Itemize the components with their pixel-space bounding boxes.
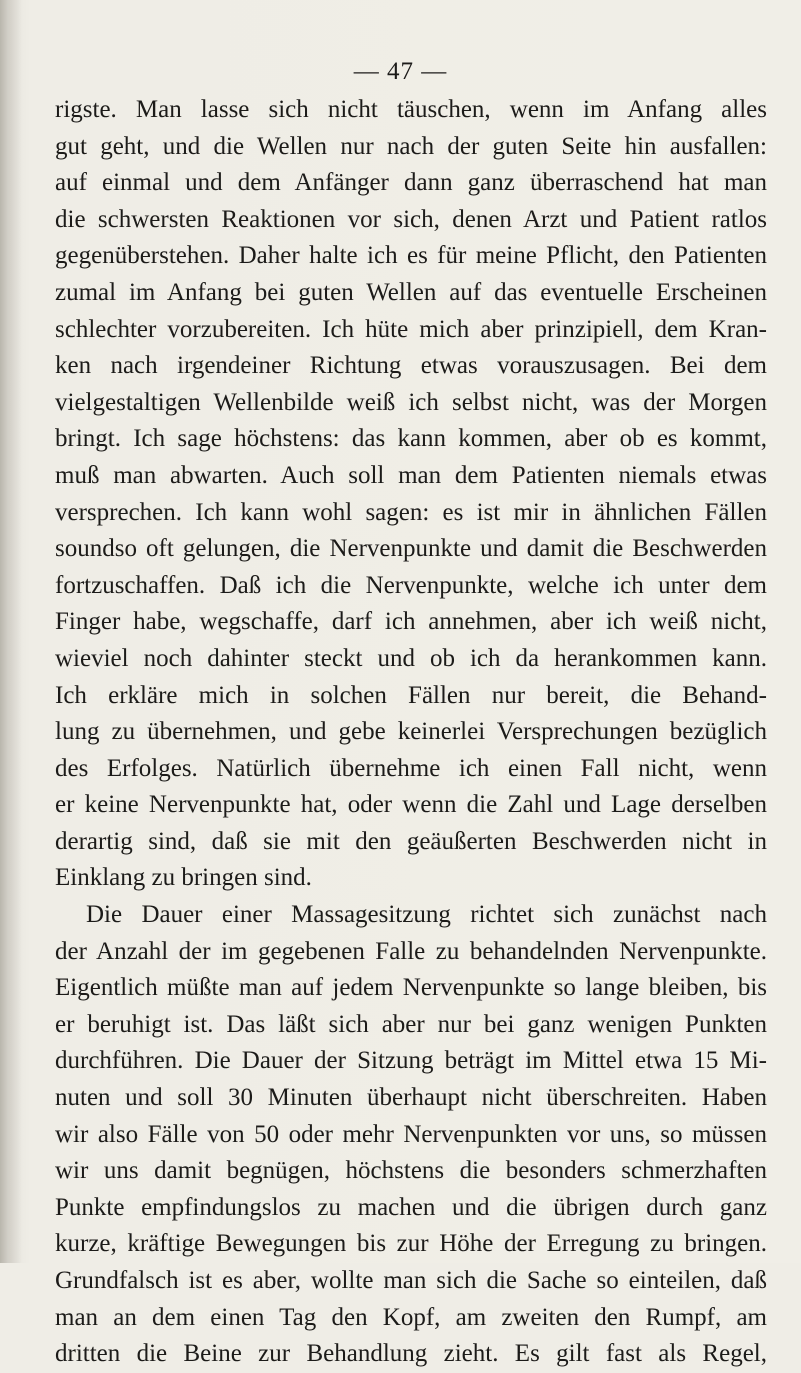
text-line: derartig sind, daß sie mit den geäußerten Beschwerden nicht in [55,827,767,855]
text-line: fortzuschaffen. Daß ich die Nervenpunkte, welche ich unter dem [55,571,767,599]
paragraph-start-line: Die Dauer einer Massagesitzung richtet sich zunächst nach [86,901,767,929]
text-line: wieviel noch dahinter steckt und ob ich da herankommen kann. [55,644,767,672]
text-line: man an dem einen Tag den Kopf, am zweiten den Rumpf, am [55,1303,767,1331]
text-line: bringt. Ich sage höchstens: das kann kommen, aber ob es kommt, [55,425,767,453]
text-line: ken nach irgendeiner Richtung etwas vorauszusagen. Bei dem [55,352,767,380]
text-line: vielgestaltigen Wellenbilde weiß ich selbst nicht, was der Morgen [55,388,767,416]
text-line: des Erfolges. Natürlich übernehme ich einen Fall nicht, wenn [55,754,767,782]
text-line: Punkte empfindungslos zu machen und die übrigen durch ganz [55,1193,767,1221]
text-line: er beruhigt ist. Das läßt sich aber nur bei ganz wenigen Punkten [55,1010,767,1038]
text-line: Ich erkläre mich in solchen Fällen nur bereit, die Behand- [55,681,767,709]
text-line: Eigentlich müßte man auf jedem Nervenpunkte so lange bleiben, bis [55,974,767,1002]
text-line: wir also Fälle von 50 oder mehr Nervenpunkten vor uns, so müssen [55,1120,767,1148]
page-number: — 47 — [353,58,448,85]
page-binding-shadow [0,0,22,1263]
text-line: Finger habe, wegschaffe, darf ich annehmen, aber ich weiß nicht, [55,608,767,636]
text-line: lung zu übernehmen, und gebe keinerlei Versprechungen bezüglich [55,718,767,746]
text-line: zumal im Anfang bei guten Wellen auf das eventuelle Erscheinen [55,278,767,306]
text-line: Grundfalsch ist es aber, wollte man sich die Sache so einteilen, daß [55,1267,767,1294]
text-line: versprechen. Ich kann wohl sagen: es ist mir in ähnlichen Fällen [55,498,767,526]
paragraph-end-line: Einklang zu bringen sind. [55,864,312,892]
text-line: nuten und soll 30 Minuten überhaupt nicht überschreiten. Haben [55,1084,767,1112]
text-line: rigste. Man lasse sich nicht täuschen, wenn im Anfang alles [55,96,767,123]
text-line: der Anzahl der im gegebenen Falle zu behandelnden Nervenpunkte. [55,937,767,965]
text-line: gegenüberstehen. Daher halte ich es für meine Pflicht, den Patienten [55,242,767,270]
body-text [55,92,767,1373]
text-line: schlechter vorzubereiten. Ich hüte mich aber prinzipiell, dem Kran- [55,315,767,343]
text-line: er keine Nervenpunkte hat, oder wenn die Zahl und Lage derselben [55,791,767,819]
text-line: wir uns damit begnügen, höchstens die besonders schmerzhaften [55,1157,767,1185]
text-line: soundso oft gelungen, die Nervenpunkte und damit die Beschwerden [55,535,767,563]
text-line: gut geht, und die Wellen nur nach der guten Seite hin ausfallen: [55,132,767,160]
text-line: auf einmal und dem Anfänger dann ganz überraschend hat man [55,169,767,197]
text-line: die schwersten Reaktionen vor sich, denen Arzt und Patient ratlos [55,205,767,233]
text-line: dritten die Beine zur Behandlung zieht. Es gilt fast als Regel, [55,1340,767,1368]
text-line: durchführen. Die Dauer der Sitzung beträgt im Mittel etwa 15 Mi- [55,1047,767,1075]
text-line: muß man abwarten. Auch soll man dem Patienten niemals etwas [55,461,767,489]
text-line: kurze, kräftige Bewegungen bis zur Höhe der Erregung zu bringen. [55,1230,767,1258]
